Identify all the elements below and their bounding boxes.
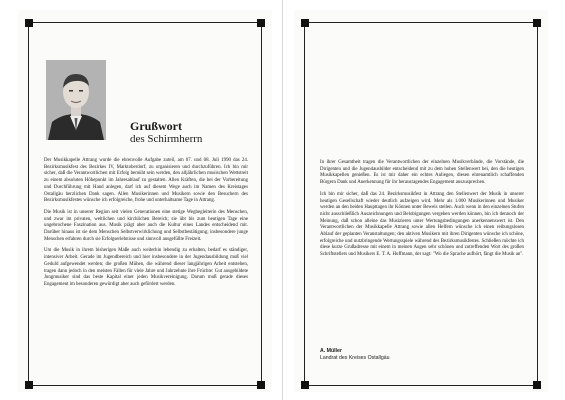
page-fold <box>282 0 283 400</box>
paragraph: Um die Musik in ihrem bisherigen Maße auch weiterhin lebendig zu erhalten, bedarf es ständiger, intensiver Arbeit. Gerade im Jugendbereich und hier insbesondere in der Jugendausbildung muß viel Geduld aufgewendet werden; die großen Mühen, die während dieser langjährigen Arbeit entstehen, tragen dann jedoch in den meisten Fällen für viele Jahre und Jahrzehnte ihre Früchte: Gut ausgebildete Jungmusiker sind das beste Kapital einer jeden Musikvereinigung. Darum muß gerade dieses Engagement im besonderen gewürdigt aber auch gefördert werden. <box>44 248 248 287</box>
left-page <box>18 10 272 392</box>
right-page <box>294 10 548 392</box>
signature-name: A. Müller <box>320 348 342 354</box>
frame-corner-mark <box>533 381 541 389</box>
frame-corner-mark <box>301 381 309 389</box>
frame-corner-mark <box>25 381 33 389</box>
left-page-body <box>44 158 248 294</box>
frame-corner-mark <box>25 19 33 27</box>
right-page-body <box>320 160 524 264</box>
frame-corner-mark <box>301 19 309 27</box>
heading-title: Grußwort <box>130 119 182 133</box>
signature-block <box>320 348 390 362</box>
frame-corner-mark <box>533 19 541 27</box>
paragraph: In ihrer Gesamtheit tragen die Verantwortlichen der einzelnen Musikverbände, die Vorstände, die Dirigenten und die Jugendausbilder entscheidend mit zu dem hohen Stellenwert bei, den die heutigen Musikkapellen genießen. Es ist mir daher ein echtes Anliegen, diesen ehrenamtlich schaffenden Bürgern Dank und Anerkennung für ihr herausragendes Engagement auszusprechen. <box>320 160 524 186</box>
signature-title: Landrat des Kreises Ostallgäu <box>320 355 390 361</box>
paragraph: Ich bin mir sicher, daß das 24. Bezirksmusikfest in Attrang den Stellenwert der Musik in unserer heutigen Gesellschaft wieder deutlich aufzeigen wird. Mehr als 1.000 Musikerinnen und Musiker werden an den beiden Haupttagen ihr Können unter Beweis stellen. Auch wenn in den einzelnen Stufen nicht ausschließlich Auszeichnungen und Belobigungen vergeben werden können, bin ich dennoch der Meinung, daß schon alleine das Musizieren unter Wertungsbedingungen anerkennenswert ist. Den Verantwortlichen der Musikkapelle Attrang sowie allen Helfern wünsche ich einen reibungslosen Ablauf der geplanten Veranstaltungen; den aktiven Musikern mit ihren Dirigenten wünsche ich schöne, erfolgreiche und nutzbringende Wertungsspiele während des Bezirksmusikfestes. Schließen möchte ich diese kurze Grußadresse mit einem in meinen Augen sehr schönen und zutreffenden Wort des großen Schriftstellers und Musikers E. T. A. Hoffmann, der sagt: "Wo die Sprache aufhört, fängt die Musik an". <box>320 191 524 258</box>
paragraph: Die Musik ist in unserer Region seit vielen Generationen eine stetige Wegbegleiterin des Menschen, und zwar im privaten, weltlichen und kirchlichen Bereich; sie übt bis zum heutigen Tage eine ungebrochene Faszination aus. Musik prägt aber auch die Kultur eines Landes entscheidend mit. Darüber hinaus ist sie dem Menschen Selbstverwirklichung und Selbstbestätigung; insbesondere junge Menschen erfahren durch sie Erfolgserlebnisse und sinnvoll ausgefüllte Freizeit. <box>44 209 248 242</box>
portrait-icon <box>46 60 106 140</box>
frame-corner-mark <box>257 381 265 389</box>
heading-subtitle: des Schirmherrn <box>130 133 203 145</box>
paragraph: Der Musikkapelle Attrang wurde die ehrenvolle Aufgabe zuteil, am 07. und 08. Juli 1990 das 24. Bezirksmusikfest des Bezirkes IV, Marktoberdorf, zu organisieren und durchzuführen. Ich bin mir sicher, daß die Verantwortlichen mit Erfolg bemüht sein werden, den alljährlichen musischen Wettstreit zu einem absoluten Höhepunkt im Jahresablauf zu gestalten. Allen Kräften, die bei der Vorbereitung und Durchführung mit Hand anlegen, darf ich auf diesem Wege auch im Namen des Kreistages Ostallgäu herzlichen Dank sagen. Allen Musikerinnen und Musikern sowie den Besuchern des Bezirksmusikfestes wünsche ich erfolgreiche, frohe und unterhaltsame Tage in Attrang. <box>44 158 248 204</box>
greeting-heading <box>130 120 250 145</box>
frame-corner-mark <box>257 19 265 27</box>
portrait-photo <box>46 60 106 140</box>
